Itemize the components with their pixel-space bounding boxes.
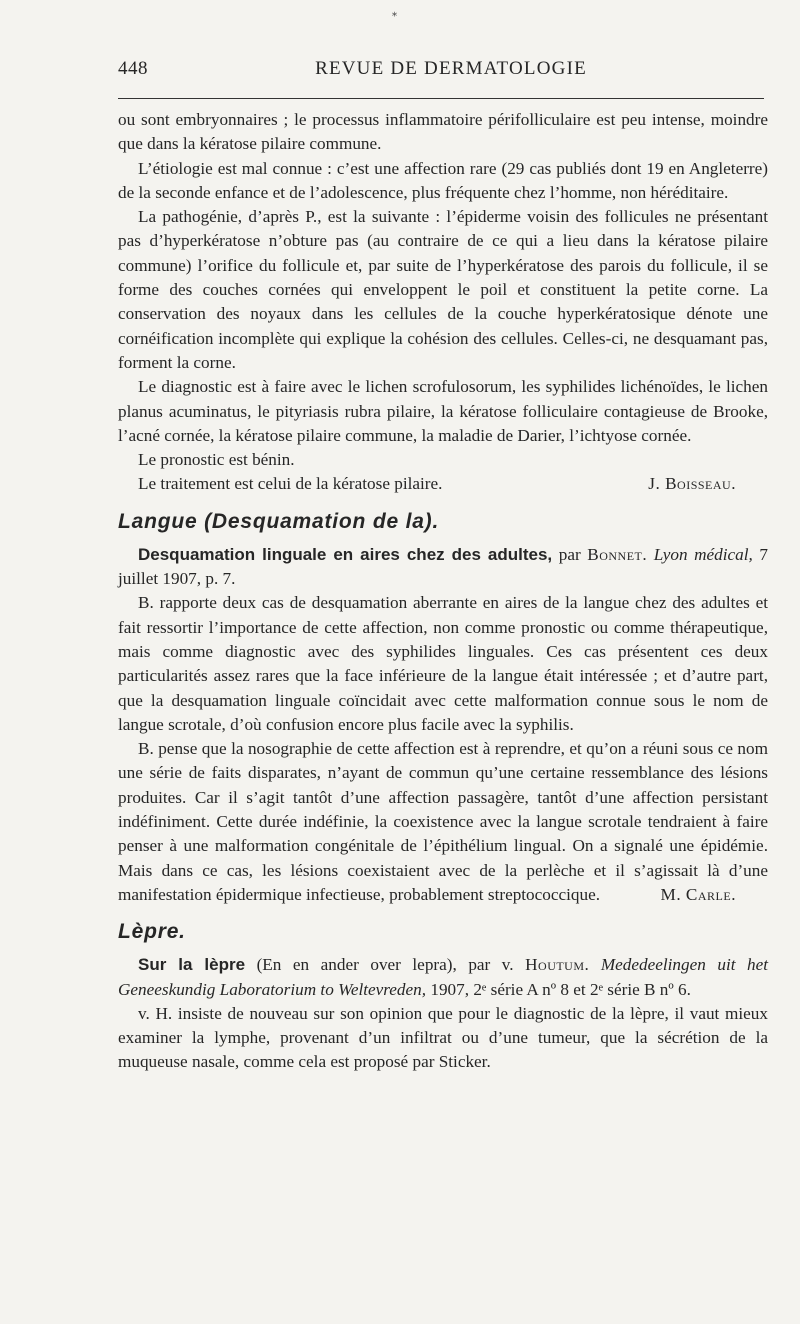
- paragraph: ou sont embryonnaires ; le processus inflammatoire périfolliculaire est peu intense, moindre que dans la kératose pilaire commune.: [118, 110, 768, 154]
- section-heading: Lèpre.: [118, 920, 186, 944]
- header-rule: [118, 98, 764, 99]
- section-heading: Langue (Desquamation de la).: [118, 509, 440, 533]
- ref-author: Houtum.: [525, 955, 590, 975]
- ref-journal: Lyon médical,: [653, 544, 753, 564]
- ref-par: par: [558, 544, 581, 564]
- top-printer-mark: ⁎: [392, 8, 397, 19]
- ref-par: par v.: [468, 955, 514, 975]
- ref-paren: (En en ander over lepra),: [256, 955, 457, 975]
- article-reference: [118, 953, 768, 1002]
- paragraph: Le pronostic est bénin.: [138, 450, 295, 470]
- paragraph: v. H. insiste de nouveau sur son opinion que pour le diagnostic de la lèpre, il vaut mieux examiner la lymphe, provenant d’un infiltrat ou d’une tumeur, que la sécrétion de la muqueuse nasale, comme cela est proposé par Sticker.: [118, 1003, 768, 1072]
- paragraph: B. rapporte deux cas de desquamation aberrante en aires de la langue chez des adultes et fait ressortir l’importance de cette affection, non comme pronostic ou comme thérapeutique, mais comme diagnostic avec des syphilides linguales. Ces cas présentent ces deux particularités assez rares que la face inférieure de la langue était intéressée ; et d’autre part, que la desquamation linguale coïncidait avec cette malformation connue sous le nom de langue scrotale, d’où confusion encore plus facile avec la syphilis.: [118, 593, 768, 734]
- paragraph-with-signature: [118, 737, 768, 907]
- article-title: Desquamation linguale en aires chez des adultes,: [138, 544, 553, 564]
- signature: J. Boisseau.: [648, 474, 736, 494]
- article-reference: [118, 543, 768, 592]
- paragraph: La pathogénie, d’après P., est la suivante : l’épiderme voisin des follicules ne présentant pas d’hyperkératose n’obture pas (au contraire de ce qui a lieu dans la kératose pilaire commune) l’orifice du follicule et, par suite de l’hyperkératose des parois du follicule, il se forme des couches cornées qui enveloppent le poil et constituent la petite corne. La conservation des noyaux dans les cellules de la couche hyperkératosique dénote une cornéification incomplète qui explique la cohésion des cellules. Celles-ci, ne desquamant pas, forment la corne.: [118, 207, 768, 372]
- running-title: REVUE DE DERMATOLOGIE: [315, 58, 587, 79]
- ref-journal: Mededeelingen uit het Geneeskundig Laboratorium to Weltevreden,: [118, 955, 769, 999]
- page-number: 448: [118, 58, 148, 79]
- signature: M. Carle.: [660, 884, 736, 904]
- paragraph-text: Le traitement est celui de la kératose pilaire.: [138, 474, 443, 494]
- paragraph: L’étiologie est mal connue : c’est une affection rare (29 cas publiés dont 19 en Angleterre) de la seconde enfance et de l’adolescence, plus fréquente chez l’homme, non héréditaire.: [118, 158, 768, 202]
- paragraph-text: B. pense que la nosographie de cette affection est à reprendre, et qu’on a réuni sous ce nom une série de faits disparates, n’ayant de commun qu’une certaine ressemblance des lésions produites. Car il s’agit tantôt d’une affection passagère, tantôt d’une affection persistant indéfiniment. Cette durée indéfinie, la coexistence avec la langue scrotale tendraient à faire penser à une malformation congénitale de l’épithélium lingual. On a signalé une épidémie. Mais dans ce cas, les lésions coexistaient avec de la perlèche et il s’agissait là d’une manifestation épidermique infectieuse, probablement streptococcique.: [118, 739, 768, 904]
- article-title: Sur la lèpre: [138, 955, 246, 975]
- paragraph: Le diagnostic est à faire avec le lichen scrofulosorum, les syphilides lichénoïdes, le lichen planus acuminatus, le pityriasis rubra pilaire, la kératose folliculaire contagieuse de Brooke, l’acné cornée, la kératose pilaire commune, la maladie de Darier, l’ichtyose cornée.: [118, 377, 768, 445]
- page-header: [118, 58, 764, 82]
- paragraph-with-signature: [118, 472, 768, 496]
- ref-rest: 7 juillet 1907, p. 7.: [118, 544, 769, 589]
- ref-author: Bonnet.: [587, 544, 648, 564]
- article-body: [118, 108, 768, 1075]
- ref-rest: 1907, 2ᵉ série A nº 8 et 2ᵉ série B nº 6.: [430, 979, 691, 999]
